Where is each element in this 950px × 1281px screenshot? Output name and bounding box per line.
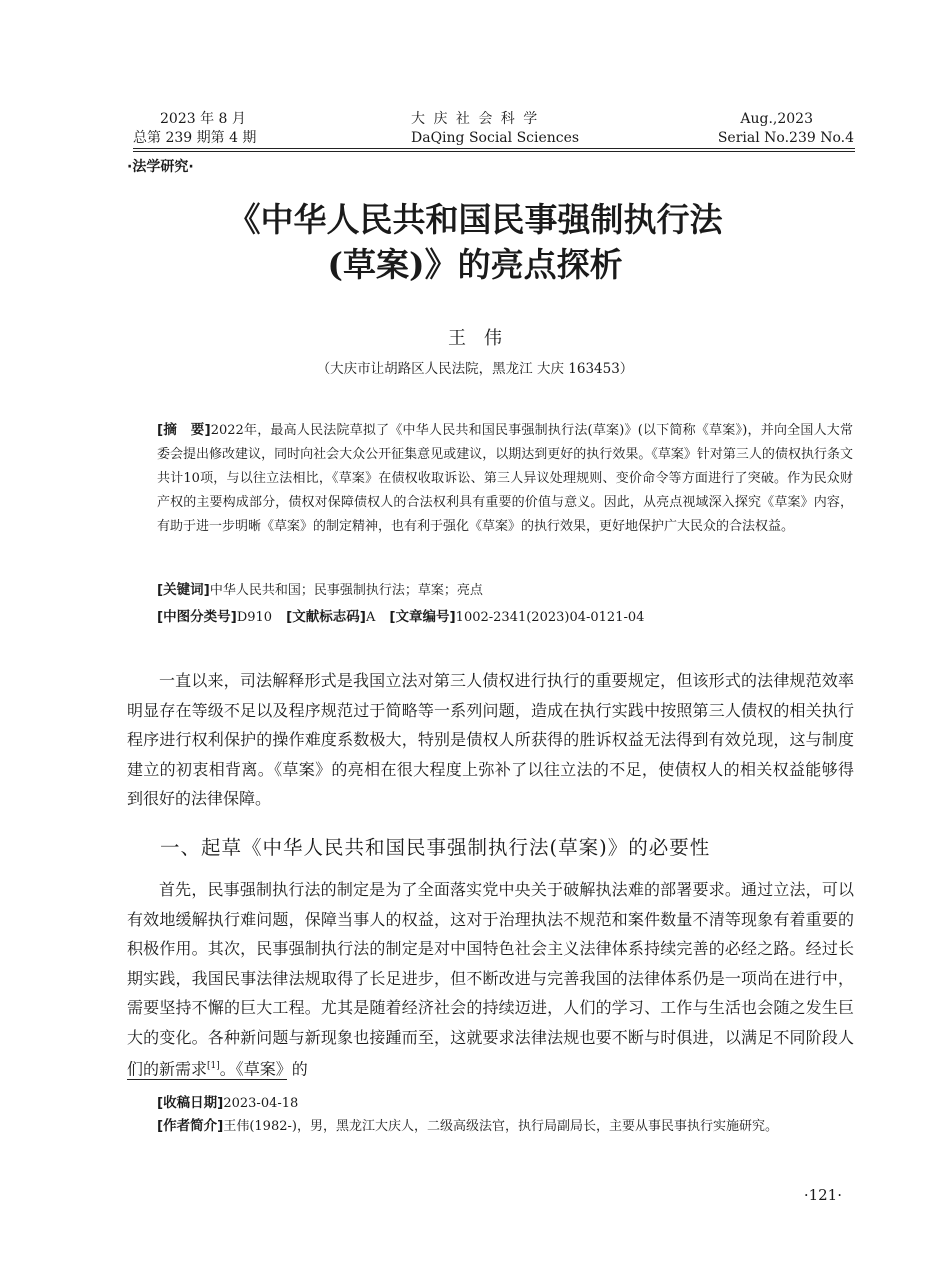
section-heading: 一、起草《中华人民共和国民事强制执行法(草案)》的必要性	[160, 836, 711, 859]
header-date-cn: 2023 年 8 月	[160, 111, 246, 127]
header-serial-en: Serial No.239 No.4	[717, 130, 854, 146]
received-value: 2023-04-18	[223, 1096, 299, 1111]
author-bio	[127, 1115, 854, 1138]
bio-label: [作者简介]	[157, 1118, 224, 1134]
section-paragraph-text: 首先，民事强制执行法的制定是为了全面落实党中央关于破解执法难的部署要求。通过立法，可以有效地缓解执行难问题，保障当事人的权益，这对于治理执法不规范和案件数量不清等现象有着重要的积极作用。其次，民事强制执行法的制定是对中国特色社会主义法律体系持续完善的必经之路。经过长期实践，我国民事法律法规取得了长足进步，但不断改进与完善我国的法律体系仍是一项尚在进行中，需要坚持不懈的巨大工程。尤其是随着经济社会的持续迈进，人们的学习、工作与生活也会随之发生巨大的变化。各种新问题与新现象也接踵而至，这就要求法律法规也要不断与时俱进，以满足不同阶段人们的新需求	[127, 880, 854, 1079]
doc-code-value: A	[365, 610, 376, 625]
article-title-line2: (草案)》的亮点探析	[327, 245, 623, 284]
clc-value: D910	[236, 610, 273, 625]
keywords	[157, 579, 853, 602]
article-title-line1: 《中华人民共和国民事强制执行法	[227, 200, 723, 239]
header-journal-en: DaQing Social Sciences	[411, 130, 580, 146]
clc-label: [中图分类号]	[157, 609, 237, 625]
author-affiliation: （大庆市让胡路区人民法院，黑龙江 大庆 163453）	[316, 361, 634, 377]
header-rule	[133, 148, 855, 149]
header-journal-cn: 大 庆 社 会 科 学	[411, 111, 540, 127]
keywords-text: 中华人民共和国；民事强制执行法；草案；亮点	[209, 583, 483, 598]
classification-line	[157, 606, 853, 629]
section-paragraph	[127, 875, 854, 1084]
received-date	[157, 1092, 853, 1115]
author-name: 王伟	[448, 328, 520, 349]
header-date-en: Aug.,2023	[740, 111, 813, 127]
article-no-value: 1002-2341(2023)04-0121-04	[455, 610, 645, 625]
footnote-rule	[127, 1079, 287, 1080]
page-number: ·121·	[803, 1186, 842, 1204]
header-issue-cn: 总第 239 期第 4 期	[133, 130, 257, 146]
received-label: [收稿日期]	[157, 1095, 224, 1111]
intro-paragraph: 一直以来，司法解释形式是我国立法对第三人债权进行执行的重要规定，但该形式的法律规范效率明显存在等级不足以及程序规范过于简略等一系列问题，造成在执行实践中按照第三人债权的相关执行程序进行权利保护的操作难度系数极大，特别是债权人所获得的胜诉权益无法得到有效兑现，这与制度建立的初衷相背离。《草案》的亮相在很大程度上弥补了以往立法的不足，使债权人的相关权益能够得到很好的法律保障。	[127, 671, 854, 808]
article-no-label: [文章编号]	[389, 609, 456, 625]
abstract	[157, 418, 853, 539]
section-paragraph-tail: 。《草案》的	[219, 1059, 308, 1079]
abstract-text: 2022年，最高人民法院草拟了《中华人民共和国民事强制执行法(草案)》(以下简称《草案》)，并向全国人大常委会提出修改建议，同时向社会大众公开征集意见或建议，以期达到更好的执行效果。《草案》针对第三人的债权执行条文共计10项，与以往立法相比，《草案》在债权收取诉讼、第三人异议处理规则、变价命令等方面进行了突破。作为民众财产权的主要构成部分，债权对保障债权人的合法权利具有重要的价值与意义。因此，从亮点视域深入探究《草案》内容，有助于进一步明晰《草案》的制定精神，也有利于强化《草案》的执行效果，更好地保护广大民众的合法权益。	[157, 423, 854, 534]
doc-code-label: [文献标志码]	[286, 609, 366, 625]
header-rule-thin	[133, 151, 855, 152]
keywords-label: [关键词]	[157, 582, 210, 598]
section-label: ·法学研究·	[127, 159, 194, 175]
bio-value: 王伟(1982-)，男，黑龙江大庆人，二级高级法官，执行局副局长，主要从事民事执行实施研究。	[223, 1119, 778, 1134]
citation-ref: [1]	[207, 1061, 220, 1071]
abstract-label: [摘 要]	[157, 422, 211, 438]
